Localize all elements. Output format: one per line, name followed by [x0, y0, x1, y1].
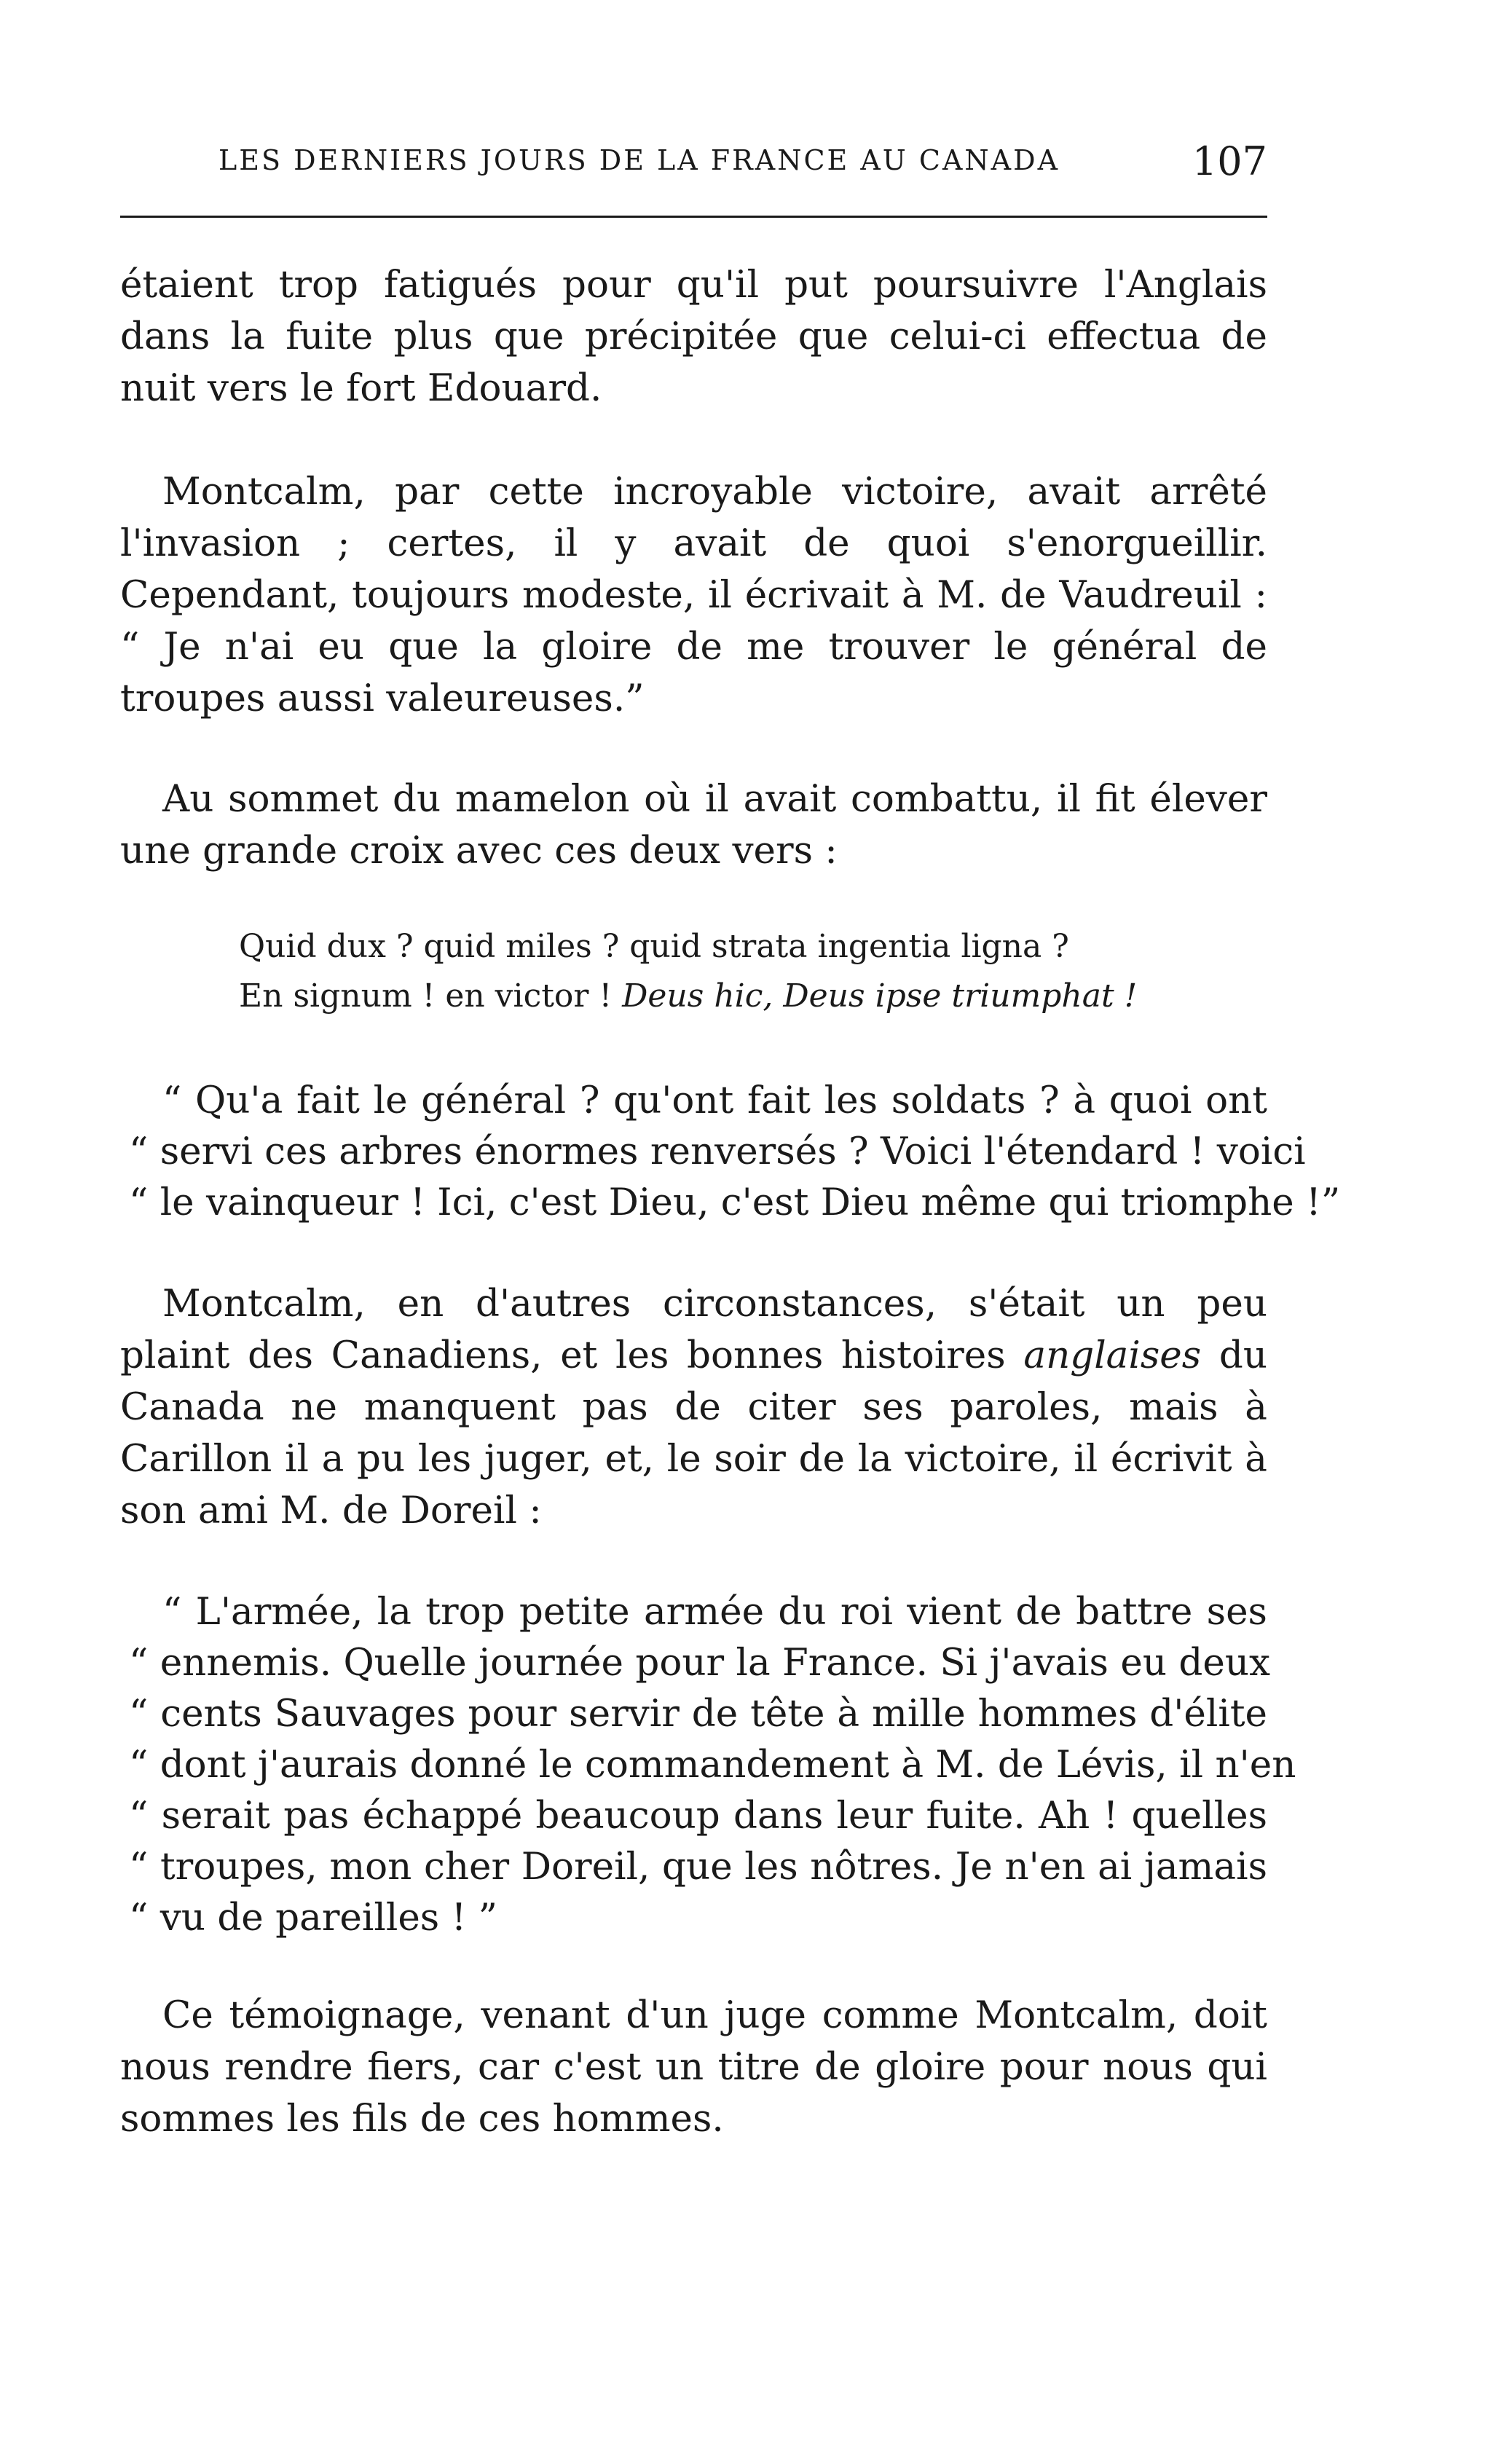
- running-head: [218, 138, 1267, 182]
- verse-translation: [120, 1075, 1341, 1228]
- letter-line-1: “ L'armée, la trop petite armée du roi vient de battre ses: [162, 1590, 1267, 1634]
- translation-line-2: “ servi ces arbres énormes renversés ? Voici l'étendard ! voici: [129, 1130, 1306, 1173]
- verse-line-2-italic: Deus hic, Deus ipse triumphat !: [622, 977, 1138, 1015]
- page-number: 107: [1192, 138, 1267, 184]
- letter-line-2: “ ennemis. Quelle journée pour la France. Si j'avais eu deux: [129, 1641, 1271, 1685]
- verse-line-2: [239, 972, 1186, 1021]
- letter-quote: [120, 1586, 1296, 1943]
- paragraph-3: Au sommet du mamelon où il avait combattu, il fit élever une grande croix avec ces deux vers :: [120, 777, 1267, 873]
- letter-line-4: “ dont j'aurais donné le commandement à M. de Lévis, il n'en: [129, 1743, 1296, 1787]
- letter-line-6: “ troupes, mon cher Doreil, que les nôtres. Je n'en ai jamais: [129, 1845, 1267, 1889]
- paragraph-5-italic: anglaises: [1023, 1334, 1202, 1377]
- paragraph-5-start: Montcalm, en d'autres circonstances, s'était un peu plaint des Canadiens, et les bonnes histoires: [120, 1282, 1267, 1377]
- letter-line-3: “ cents Sauvages pour servir de tête à mille hommes d'élite: [129, 1692, 1267, 1736]
- paragraph-2: Montcalm, par cette incroyable victoire, avait arrêté l'invasion ; certes, il y avait de quoi s'enorgueillir. Cependant, toujours modeste, il écrivait à M. de Vaudreuil : “ Je n'ai eu que la gloire de me trouver le général de troupes aussi valeureuses.”: [120, 470, 1267, 720]
- running-title: LES DERNIERS JOURS DE LA FRANCE AU CANADA: [218, 144, 1060, 176]
- translation-line-1: “ Qu'a fait le général ? qu'ont fait les soldats ? à quoi ont: [162, 1079, 1267, 1122]
- verse-line-2-plain: En signum ! en victor !: [239, 977, 623, 1015]
- letter-line-7: “ vu de pareilles ! ”: [129, 1896, 497, 1940]
- paragraph-5-end: du Canada ne manquent pas de citer ses paroles, mais à Carillon il a pu les juger, et, le soir de la victoire, il écrivit à son ami M. de Doreil :: [120, 1334, 1267, 1532]
- latin-verse: [239, 922, 1186, 1021]
- letter-line-5: “ serait pas échappé beaucoup dans leur fuite. Ah ! quelles: [129, 1794, 1267, 1838]
- paragraph-5: [120, 1278, 1267, 1537]
- paragraph-1: étaient trop fatigués pour qu'il put poursuivre l'Anglais dans la fuite plus que précipitée que celui-ci effectua de nuit vers le fort Edouard.: [120, 263, 1267, 410]
- translation-line-3: “ le vainqueur ! Ici, c'est Dieu, c'est Dieu même qui triomphe !”: [129, 1181, 1341, 1224]
- header-rule: [120, 216, 1267, 218]
- verse-line-1: Quid dux ? quid miles ? quid strata ingentia ligna ?: [239, 928, 1069, 965]
- paragraph-7: Ce témoignage, venant d'un juge comme Montcalm, doit nous rendre fiers, car c'est un titre de gloire pour nous qui sommes les fils de ces hommes.: [120, 1993, 1267, 2141]
